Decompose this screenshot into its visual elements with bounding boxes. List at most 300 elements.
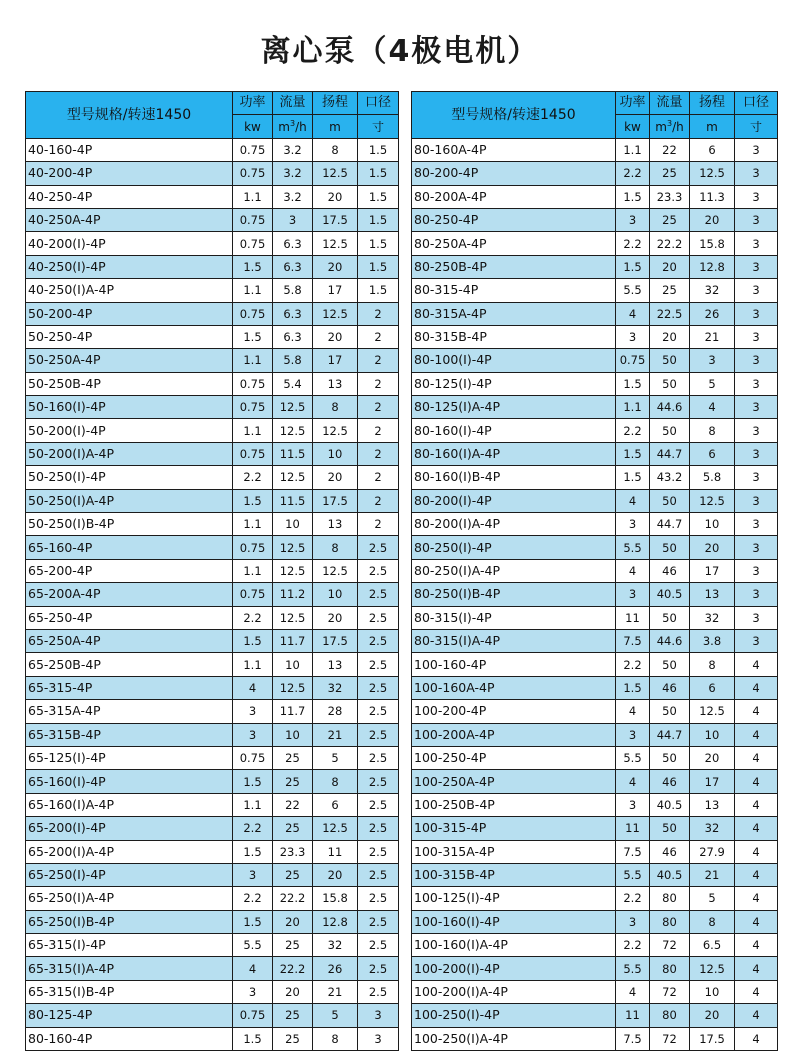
power-cell: 1.1 — [616, 138, 650, 161]
power-cell: 3 — [233, 723, 273, 746]
power-cell: 4 — [616, 559, 650, 582]
head-cell: 13 — [313, 653, 358, 676]
bore-cell: 1.5 — [358, 279, 399, 302]
flow-cell: 50 — [650, 372, 690, 395]
model-cell: 65-160(I)-4P — [26, 770, 233, 793]
power-cell: 1.5 — [616, 255, 650, 278]
table-row — [26, 513, 399, 536]
head-cell: 8 — [313, 536, 358, 559]
power-cell: 1.5 — [233, 255, 273, 278]
bore-cell: 3 — [735, 185, 778, 208]
power-cell: 1.1 — [233, 419, 273, 442]
model-cell: 80-200(I)-4P — [412, 489, 616, 512]
bore-cell: 2.5 — [358, 863, 399, 886]
head-cell: 5 — [313, 1004, 358, 1027]
flow-cell: 5.8 — [273, 349, 313, 372]
head-cell: 21 — [313, 723, 358, 746]
bore-cell: 3 — [735, 162, 778, 185]
bore-cell: 3 — [735, 349, 778, 372]
flow-cell: 25 — [273, 1027, 313, 1050]
power-cell: 0.75 — [233, 232, 273, 255]
head-cell: 10 — [690, 513, 735, 536]
flow-cell: 6.3 — [273, 325, 313, 348]
flow-cell: 40.5 — [650, 863, 690, 886]
table-row — [412, 1027, 778, 1050]
table-row — [412, 746, 778, 769]
flow-cell: 46 — [650, 559, 690, 582]
flow-cell: 80 — [650, 957, 690, 980]
head-cell: 20 — [313, 466, 358, 489]
model-cell: 80-125-4P — [26, 1004, 233, 1027]
power-cell: 4 — [616, 980, 650, 1003]
head-cell: 32 — [690, 606, 735, 629]
flow-cell: 11.5 — [273, 442, 313, 465]
model-cell: 65-250(I)A-4P — [26, 887, 233, 910]
bore-cell: 3 — [735, 372, 778, 395]
power-cell: 0.75 — [233, 746, 273, 769]
table-row — [412, 489, 778, 512]
flow-cell: 44.6 — [650, 629, 690, 652]
head-cell: 17.5 — [690, 1027, 735, 1050]
flow-cell: 12.5 — [273, 536, 313, 559]
flow-cell: 5.8 — [273, 279, 313, 302]
power-cell: 3 — [616, 513, 650, 536]
flow-cell: 10 — [273, 723, 313, 746]
flow-cell: 12.5 — [273, 466, 313, 489]
power-cell: 0.75 — [233, 1004, 273, 1027]
head-cell: 20 — [690, 746, 735, 769]
power-cell: 2.2 — [616, 653, 650, 676]
bore-cell: 2.5 — [358, 980, 399, 1003]
flow-cell: 50 — [650, 606, 690, 629]
bore-cell: 2.5 — [358, 746, 399, 769]
table-row — [412, 302, 778, 325]
page-title: 离心泵（4极电机） — [260, 34, 540, 69]
model-cell: 40-250A-4P — [26, 208, 233, 231]
model-cell: 100-160(I)A-4P — [412, 934, 616, 957]
power-cell: 7.5 — [616, 629, 650, 652]
bore-cell: 3 — [735, 489, 778, 512]
bore-cell: 3 — [735, 629, 778, 652]
table-row — [26, 700, 399, 723]
power-cell: 2.2 — [616, 162, 650, 185]
power-cell: 1.5 — [616, 676, 650, 699]
power-cell: 2.2 — [233, 606, 273, 629]
bore-cell: 2 — [358, 489, 399, 512]
flow-cell: 22.2 — [650, 232, 690, 255]
table-row — [412, 466, 778, 489]
header-flow-unit — [273, 115, 313, 138]
head-cell: 20 — [313, 255, 358, 278]
power-cell: 4 — [233, 957, 273, 980]
head-cell: 21 — [690, 325, 735, 348]
table-row — [26, 325, 399, 348]
power-cell: 2.2 — [233, 817, 273, 840]
power-cell: 5.5 — [616, 957, 650, 980]
model-cell: 65-315A-4P — [26, 700, 233, 723]
bore-cell: 1.5 — [358, 208, 399, 231]
power-cell: 7.5 — [616, 840, 650, 863]
model-cell: 100-315A-4P — [412, 840, 616, 863]
table-row — [412, 676, 778, 699]
bore-cell: 4 — [735, 887, 778, 910]
bore-cell: 3 — [735, 232, 778, 255]
head-cell: 13 — [313, 372, 358, 395]
flow-cell: 3.2 — [273, 162, 313, 185]
head-cell: 8 — [690, 910, 735, 933]
flow-cell: 44.7 — [650, 723, 690, 746]
flow-cell: 12.5 — [273, 396, 313, 419]
model-cell: 100-315-4P — [412, 817, 616, 840]
head-cell: 8 — [690, 653, 735, 676]
flow-cell: 40.5 — [650, 583, 690, 606]
bore-cell: 3 — [735, 536, 778, 559]
flow-cell: 12.5 — [273, 606, 313, 629]
model-cell: 65-250(I)B-4P — [26, 910, 233, 933]
flow-cell: 12.5 — [273, 419, 313, 442]
power-cell: 3 — [233, 700, 273, 723]
table-row — [412, 723, 778, 746]
model-cell: 80-250(I)B-4P — [412, 583, 616, 606]
flow-cell: 25 — [650, 208, 690, 231]
flow-cell: 22.5 — [650, 302, 690, 325]
flow-unit-tail: /h — [295, 119, 307, 134]
table-row — [412, 653, 778, 676]
power-cell: 4 — [616, 302, 650, 325]
table-row — [412, 279, 778, 302]
flow-cell: 22.2 — [273, 957, 313, 980]
power-cell: 1.5 — [616, 466, 650, 489]
table-row — [26, 817, 399, 840]
power-cell: 0.75 — [233, 372, 273, 395]
table-row — [412, 138, 778, 161]
head-cell: 20 — [690, 1004, 735, 1027]
model-cell: 100-250(I)-4P — [412, 1004, 616, 1027]
flow-cell: 25 — [273, 863, 313, 886]
spec-table-left — [25, 91, 399, 1051]
bore-cell: 4 — [735, 770, 778, 793]
header-model: 型号规格/转速1450 — [412, 92, 616, 139]
power-cell: 1.1 — [233, 513, 273, 536]
bore-cell: 2 — [358, 325, 399, 348]
flow-cell: 25 — [273, 817, 313, 840]
model-cell: 100-250A-4P — [412, 770, 616, 793]
head-cell: 21 — [690, 863, 735, 886]
table-body — [412, 138, 778, 1050]
flow-cell: 6.3 — [273, 255, 313, 278]
model-cell: 50-160(I)-4P — [26, 396, 233, 419]
model-cell: 50-250-4P — [26, 325, 233, 348]
model-cell: 100-160(I)-4P — [412, 910, 616, 933]
model-cell: 50-250(I)A-4P — [26, 489, 233, 512]
model-cell: 80-160-4P — [26, 1027, 233, 1050]
bore-cell: 3 — [735, 325, 778, 348]
bore-cell: 2 — [358, 396, 399, 419]
table-row — [26, 232, 399, 255]
head-cell: 15.8 — [690, 232, 735, 255]
header-power: 功率 — [616, 92, 650, 115]
head-cell: 20 — [313, 863, 358, 886]
table-row — [26, 208, 399, 231]
head-cell: 8 — [313, 1027, 358, 1050]
flow-cell: 80 — [650, 887, 690, 910]
table-row — [26, 653, 399, 676]
header-model: 型号规格/转速1450 — [26, 92, 233, 139]
head-cell: 6 — [690, 138, 735, 161]
table-row — [412, 232, 778, 255]
model-cell: 100-315B-4P — [412, 863, 616, 886]
head-cell: 32 — [690, 279, 735, 302]
model-cell: 80-160(I)-4P — [412, 419, 616, 442]
bore-cell: 3 — [735, 208, 778, 231]
model-cell: 80-250(I)A-4P — [412, 559, 616, 582]
model-cell: 50-200(I)A-4P — [26, 442, 233, 465]
header-head-unit: m — [690, 115, 735, 138]
model-cell: 50-250(I)B-4P — [26, 513, 233, 536]
bore-cell: 3 — [735, 513, 778, 536]
model-cell: 100-250B-4P — [412, 793, 616, 816]
model-cell: 65-160(I)A-4P — [26, 793, 233, 816]
flow-cell: 25 — [273, 746, 313, 769]
bore-cell: 3 — [735, 559, 778, 582]
flow-cell: 50 — [650, 746, 690, 769]
table-row — [26, 770, 399, 793]
bore-cell: 3 — [735, 279, 778, 302]
table-row — [26, 723, 399, 746]
bore-cell: 3 — [735, 606, 778, 629]
power-cell: 1.5 — [233, 770, 273, 793]
flow-cell: 20 — [273, 980, 313, 1003]
table-row — [26, 957, 399, 980]
power-cell: 0.75 — [233, 396, 273, 419]
head-cell: 12.8 — [690, 255, 735, 278]
head-cell: 20 — [313, 606, 358, 629]
bore-cell: 2.5 — [358, 957, 399, 980]
flow-cell: 43.2 — [650, 466, 690, 489]
head-cell: 6.5 — [690, 934, 735, 957]
table-row — [26, 746, 399, 769]
model-cell: 65-125(I)-4P — [26, 746, 233, 769]
head-cell: 17.5 — [313, 489, 358, 512]
power-cell: 5.5 — [616, 536, 650, 559]
head-cell: 10 — [690, 980, 735, 1003]
flow-cell: 44.6 — [650, 396, 690, 419]
model-cell: 65-250B-4P — [26, 653, 233, 676]
bore-cell: 3 — [358, 1004, 399, 1027]
table-row — [412, 957, 778, 980]
table-row — [412, 700, 778, 723]
model-cell: 65-200A-4P — [26, 583, 233, 606]
power-cell: 5.5 — [616, 279, 650, 302]
flow-cell: 25 — [273, 770, 313, 793]
power-cell: 2.2 — [233, 466, 273, 489]
power-cell: 1.5 — [616, 442, 650, 465]
bore-cell: 4 — [735, 910, 778, 933]
table-row — [26, 162, 399, 185]
model-cell: 100-200(I)A-4P — [412, 980, 616, 1003]
table-row — [26, 840, 399, 863]
bore-cell: 2.5 — [358, 536, 399, 559]
flow-unit-tail: /h — [672, 119, 684, 134]
flow-cell: 22.2 — [273, 887, 313, 910]
flow-cell: 50 — [650, 349, 690, 372]
power-cell: 2.2 — [616, 232, 650, 255]
model-cell: 65-200(I)-4P — [26, 817, 233, 840]
bore-cell: 3 — [735, 138, 778, 161]
power-cell: 1.5 — [233, 325, 273, 348]
table-row — [412, 325, 778, 348]
model-cell: 80-315(I)-4P — [412, 606, 616, 629]
table-row — [26, 934, 399, 957]
head-cell: 20 — [313, 185, 358, 208]
model-cell: 100-200A-4P — [412, 723, 616, 746]
head-cell: 4 — [690, 396, 735, 419]
bore-cell: 4 — [735, 817, 778, 840]
model-cell: 80-315(I)A-4P — [412, 629, 616, 652]
model-cell: 100-160-4P — [412, 653, 616, 676]
power-cell: 1.1 — [233, 653, 273, 676]
table-row — [412, 513, 778, 536]
bore-cell: 1.5 — [358, 138, 399, 161]
bore-cell: 4 — [735, 1004, 778, 1027]
power-cell: 1.5 — [233, 910, 273, 933]
head-cell: 11 — [313, 840, 358, 863]
bore-cell: 1.5 — [358, 185, 399, 208]
head-cell: 5.8 — [690, 466, 735, 489]
model-cell: 40-200-4P — [26, 162, 233, 185]
bore-cell: 4 — [735, 1027, 778, 1050]
bore-cell: 2.5 — [358, 653, 399, 676]
flow-cell: 3.2 — [273, 185, 313, 208]
head-cell: 12.5 — [313, 559, 358, 582]
model-cell: 80-315-4P — [412, 279, 616, 302]
table-row — [412, 934, 778, 957]
flow-cell: 11.7 — [273, 700, 313, 723]
power-cell: 11 — [616, 817, 650, 840]
head-cell: 21 — [313, 980, 358, 1003]
bore-cell: 4 — [735, 676, 778, 699]
flow-cell: 23.3 — [650, 185, 690, 208]
head-cell: 12.5 — [313, 419, 358, 442]
header-flow-unit — [650, 115, 690, 138]
head-cell: 6 — [690, 442, 735, 465]
power-cell: 7.5 — [616, 1027, 650, 1050]
power-cell: 1.1 — [233, 185, 273, 208]
flow-cell: 3 — [273, 208, 313, 231]
flow-unit-sup: 3 — [666, 118, 673, 128]
power-cell: 1.1 — [233, 559, 273, 582]
power-cell: 0.75 — [233, 583, 273, 606]
table-row — [26, 629, 399, 652]
power-cell: 2.2 — [616, 934, 650, 957]
header-power-unit: kw — [233, 115, 273, 138]
table-row — [412, 442, 778, 465]
power-cell: 5.5 — [616, 746, 650, 769]
power-cell: 3 — [616, 583, 650, 606]
model-cell: 80-315A-4P — [412, 302, 616, 325]
head-cell: 26 — [313, 957, 358, 980]
power-cell: 1.1 — [616, 396, 650, 419]
head-cell: 10 — [313, 583, 358, 606]
table-row — [412, 606, 778, 629]
bore-cell: 4 — [735, 723, 778, 746]
head-cell: 12.5 — [313, 302, 358, 325]
table-row — [412, 419, 778, 442]
head-cell: 12.8 — [313, 910, 358, 933]
flow-cell: 50 — [650, 536, 690, 559]
head-cell: 12.5 — [690, 700, 735, 723]
table-row — [26, 863, 399, 886]
model-cell: 80-125(I)A-4P — [412, 396, 616, 419]
flow-cell: 72 — [650, 980, 690, 1003]
model-cell: 80-250-4P — [412, 208, 616, 231]
model-cell: 50-200(I)-4P — [26, 419, 233, 442]
flow-cell: 22 — [273, 793, 313, 816]
power-cell: 1.5 — [233, 629, 273, 652]
header-head: 扬程 — [690, 92, 735, 115]
head-cell: 8 — [313, 396, 358, 419]
header-head: 扬程 — [313, 92, 358, 115]
header-flow: 流量 — [273, 92, 313, 115]
spec-table-right — [411, 91, 778, 1051]
head-cell: 17.5 — [313, 629, 358, 652]
model-cell: 80-160(I)A-4P — [412, 442, 616, 465]
header-bore: 口径 — [358, 92, 399, 115]
model-cell: 65-200(I)A-4P — [26, 840, 233, 863]
flow-cell: 5.4 — [273, 372, 313, 395]
bore-cell: 3 — [735, 583, 778, 606]
bore-cell: 4 — [735, 863, 778, 886]
model-cell: 100-160A-4P — [412, 676, 616, 699]
head-cell: 5 — [690, 887, 735, 910]
table-row — [412, 863, 778, 886]
flow-cell: 22 — [650, 138, 690, 161]
bore-cell: 2.5 — [358, 583, 399, 606]
power-cell: 2.2 — [616, 887, 650, 910]
power-cell: 2.2 — [233, 887, 273, 910]
bore-cell: 2 — [358, 513, 399, 536]
model-cell: 80-200A-4P — [412, 185, 616, 208]
model-cell: 100-250-4P — [412, 746, 616, 769]
bore-cell: 4 — [735, 840, 778, 863]
model-cell: 65-315-4P — [26, 676, 233, 699]
flow-unit-sup: 3 — [289, 118, 296, 128]
model-cell: 80-160(I)B-4P — [412, 466, 616, 489]
model-cell: 80-200-4P — [412, 162, 616, 185]
flow-cell: 25 — [273, 1004, 313, 1027]
table-row — [26, 910, 399, 933]
head-cell: 17 — [690, 770, 735, 793]
flow-cell: 80 — [650, 1004, 690, 1027]
header-flow: 流量 — [650, 92, 690, 115]
model-cell: 65-200-4P — [26, 559, 233, 582]
flow-cell: 50 — [650, 817, 690, 840]
bore-cell: 4 — [735, 934, 778, 957]
bore-cell: 2.5 — [358, 629, 399, 652]
table-row — [26, 302, 399, 325]
flow-cell: 72 — [650, 1027, 690, 1050]
power-cell: 0.75 — [233, 208, 273, 231]
power-cell: 4 — [616, 700, 650, 723]
header-head-unit: m — [313, 115, 358, 138]
power-cell: 0.75 — [233, 138, 273, 161]
flow-cell: 46 — [650, 676, 690, 699]
bore-cell: 2.5 — [358, 606, 399, 629]
model-cell: 40-250(I)-4P — [26, 255, 233, 278]
head-cell: 20 — [313, 325, 358, 348]
power-cell: 3 — [616, 723, 650, 746]
bore-cell: 3 — [735, 396, 778, 419]
